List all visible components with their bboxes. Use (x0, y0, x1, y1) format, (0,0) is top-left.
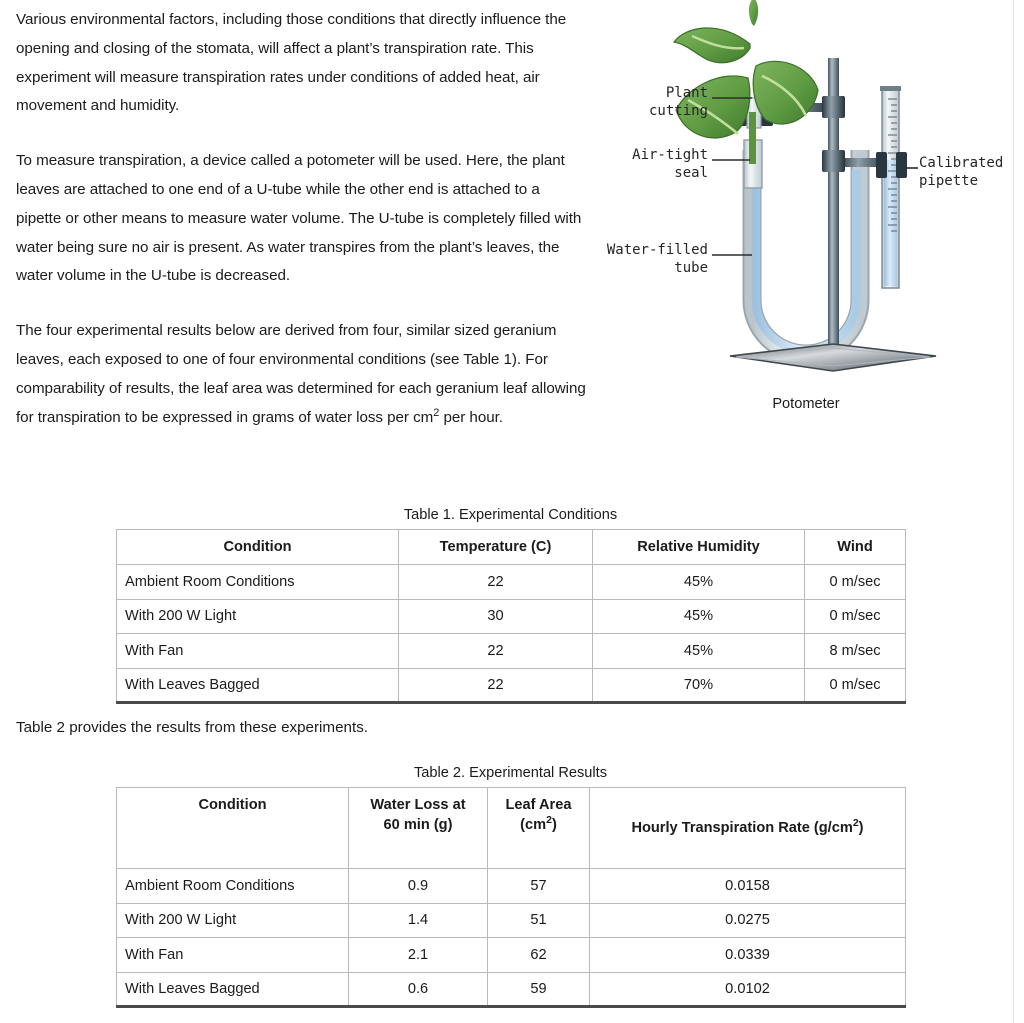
pipette-clamp-right (896, 152, 907, 178)
t2-r0-water-loss: 0.9 (349, 869, 488, 904)
t2-r2-condition: With Fan (117, 938, 349, 973)
t1-r2-humidity: 45% (593, 634, 805, 669)
table-row (117, 972, 906, 1007)
t2-r1-condition: With 200 W Light (117, 903, 349, 938)
table-2 (116, 787, 906, 1008)
leaf-area-superscript: 2 (546, 814, 552, 827)
label-plant-cutting-line1: Plant (665, 85, 708, 101)
t2-r1-rate: 0.0275 (590, 903, 906, 938)
table-1-header-wind: Wind (805, 530, 906, 565)
leaf-area-line1: Leaf Area (505, 797, 572, 813)
rate-pre: Hourly Transpiration Rate (g/cm (631, 820, 853, 836)
table-1-header-temperature: Temperature (C) (399, 530, 593, 565)
paragraph-3-superscript: 2 (433, 406, 440, 419)
stem-in-tube (749, 112, 756, 164)
t2-r0-condition: Ambient Room Conditions (117, 869, 349, 904)
t2-r0-leaf-area: 57 (488, 869, 590, 904)
t1-r3-wind: 0 m/sec (805, 668, 906, 703)
potometer-figure (600, 0, 1012, 425)
paragraph-2: To measure transpiration, a device called a potometer will be used. Here, the plant leaves are attached to one end of a U-tube while the other end is attached to a pipette or other means to measure water volume. The U-tube is completely filled with water being sure no air is present. As water transpires from the plant’s leaves, the water volume in the U-tube is decreased. (16, 152, 582, 285)
u-tube-glass (752, 150, 860, 354)
rate-post: ) (858, 820, 864, 836)
u-tube-water (756, 168, 856, 350)
t2-r3-leaf-area: 59 (488, 972, 590, 1007)
t1-r0-condition: Ambient Room Conditions (117, 565, 399, 600)
t1-r1-condition: With 200 W Light (117, 599, 399, 634)
table-2-title: Table 2. Experimental Results (413, 765, 608, 781)
label-calibrated-line1: Calibrated (919, 155, 1004, 171)
pipette-clamp-left (876, 152, 887, 178)
t1-r0-humidity: 45% (593, 565, 805, 600)
figure-caption: Potometer (772, 396, 840, 412)
table-2-container (116, 765, 906, 1008)
article-text (16, 6, 588, 432)
paragraph-1: Various environmental factors, including those conditions that directly influence the opening and closing of the stomata, will affect a plant’s transpiration rate. This experiment will measure transpiration rates under conditions of added heat, air movement and humidity. (16, 11, 567, 115)
table-2-header-water-loss (349, 788, 488, 869)
label-water-filled-line1: Water-filled (606, 242, 708, 258)
leaf-area-line2-post: ) (551, 817, 557, 833)
label-plant-cutting-line2: cutting (648, 103, 708, 119)
table-1-container (116, 507, 906, 704)
t1-r2-wind: 8 m/sec (805, 634, 906, 669)
leaf-upper-left (674, 28, 750, 63)
t1-r0-wind: 0 m/sec (805, 565, 906, 600)
table-2-header-row (117, 788, 906, 869)
t2-r0-rate: 0.0158 (590, 869, 906, 904)
water-loss-line1: Water Loss at (370, 797, 466, 813)
table-1-header-condition: Condition (117, 530, 399, 565)
t1-r1-temperature: 30 (399, 599, 593, 634)
table-2-header-rate (590, 788, 906, 869)
table-row (117, 903, 906, 938)
t2-r1-water-loss: 1.4 (349, 903, 488, 938)
label-water-filled-line2: tube (674, 260, 708, 276)
t1-r3-humidity: 70% (593, 668, 805, 703)
table-2-header-leaf-area (488, 788, 590, 869)
label-calibrated-line2: pipette (919, 173, 979, 189)
t1-r3-condition: With Leaves Bagged (117, 668, 399, 703)
table-1-title: Table 1. Experimental Conditions (403, 507, 618, 523)
table-row (117, 869, 906, 904)
water-loss-line2: 60 min (g) (383, 817, 453, 833)
rate-superscript: 2 (852, 817, 859, 830)
t2-r2-water-loss: 2.1 (349, 938, 488, 973)
table-1 (116, 529, 906, 704)
leaf-right (753, 61, 818, 124)
t1-r2-temperature: 22 (399, 634, 593, 669)
t1-r0-temperature: 22 (399, 565, 593, 600)
pipette-collar-top (880, 86, 901, 91)
paragraph-3-tail: per hour. (439, 408, 503, 426)
table-1-header-humidity: Relative Humidity (593, 530, 805, 565)
paragraph-3-text: The four experimental results below are derived from four, similar sized geranium leaves, each exposed to one of four environmental conditions (see Table 1). For comparability of results, the leaf area was determined for each geranium leaf allowing for transpiration to be expressed in grams of water loss per cm (16, 322, 586, 426)
label-air-tight-line2: seal (674, 165, 708, 181)
table-1-header-row (117, 530, 906, 565)
t1-r2-condition: With Fan (117, 634, 399, 669)
t1-r3-temperature: 22 (399, 668, 593, 703)
label-air-tight-line1: Air-tight (632, 147, 708, 163)
t1-r1-wind: 0 m/sec (805, 599, 906, 634)
pipette-water (884, 160, 897, 286)
t2-r3-rate: 0.0102 (590, 972, 906, 1007)
table-row (117, 938, 906, 973)
table-row (117, 599, 906, 634)
page-right-edge (1013, 0, 1014, 1023)
potometer-diagram (600, 0, 1012, 400)
table-row (117, 668, 906, 703)
u-tube-glass-inner (752, 150, 860, 354)
rod-clamp-upper (822, 96, 845, 118)
t1-r1-humidity: 45% (593, 599, 805, 634)
mid-note: Table 2 provides the results from these experiments. (16, 719, 369, 736)
t2-r3-water-loss: 0.6 (349, 972, 488, 1007)
table-row (117, 634, 906, 669)
t2-r2-leaf-area: 62 (488, 938, 590, 973)
rod-clamp-lower (822, 150, 845, 172)
paragraph-3 (16, 317, 588, 432)
table-row (117, 565, 906, 600)
leaf-area-line2-pre: (cm (520, 817, 547, 833)
table-2-header-condition: Condition (117, 788, 349, 869)
t2-r3-condition: With Leaves Bagged (117, 972, 349, 1007)
t2-r1-leaf-area: 51 (488, 903, 590, 938)
t2-r2-rate: 0.0339 (590, 938, 906, 973)
